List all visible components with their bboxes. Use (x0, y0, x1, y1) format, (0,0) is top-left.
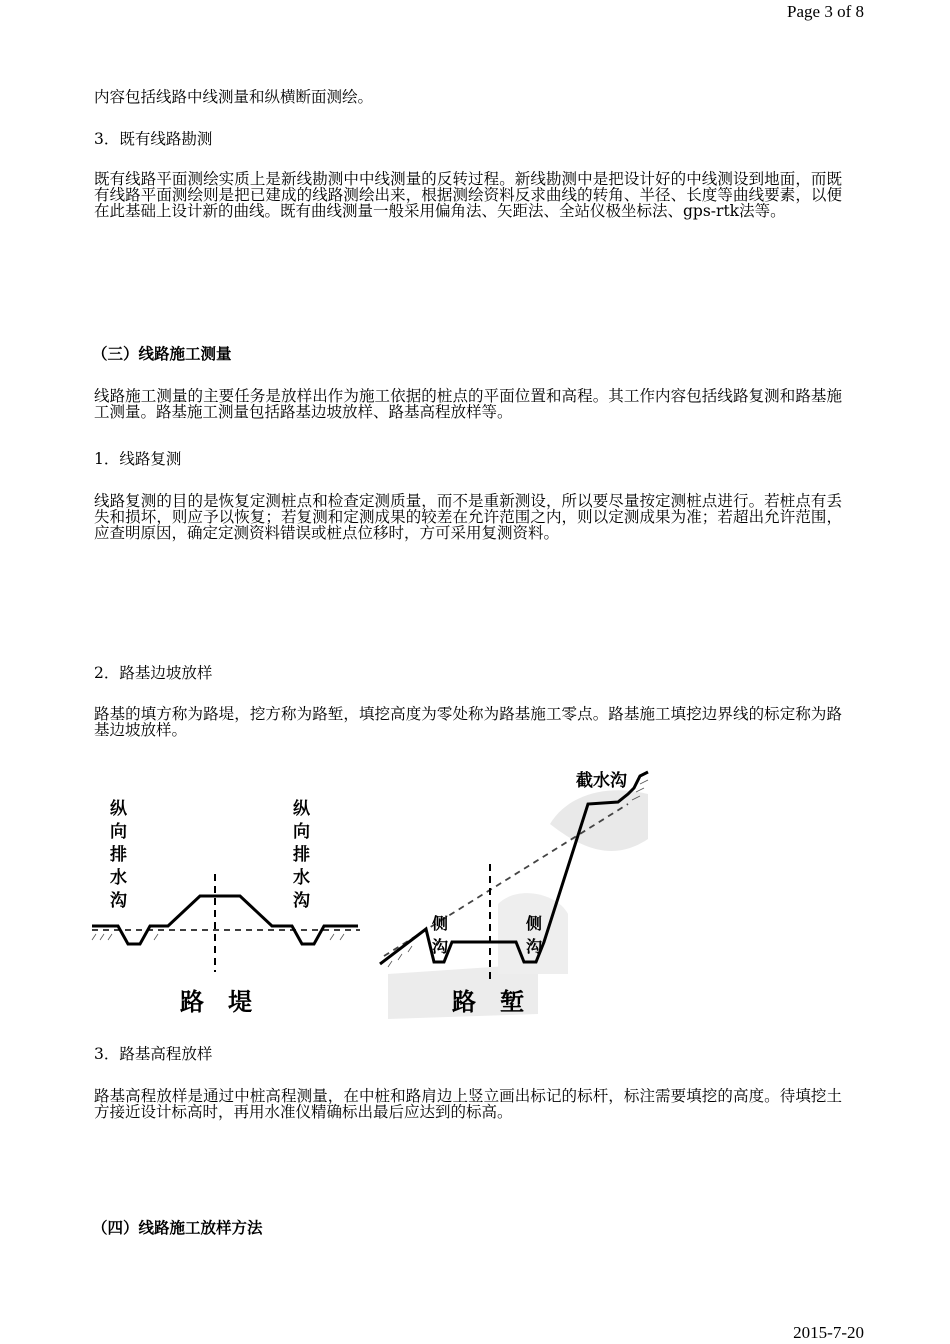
footer-date: 2015-7-20 (793, 1323, 864, 1342)
construction-survey-paragraph: 线路施工测量的主要任务是放样出作为施工依据的桩点的平面位置和高程。其工作内容包括线路复测和路基施工测量。路基施工测量包括路基边坡放样、路基高程放样等。 (94, 387, 842, 421)
svg-text:沟: 沟 (432, 937, 449, 956)
cutting-caption: 路 堑 (452, 988, 524, 1016)
subgrade-cross-section-figure (88, 764, 668, 1026)
heading-existing-survey: 3．既有线路勘测 (94, 130, 213, 148)
page-number: Page 3 of 8 (787, 2, 864, 21)
svg-text:水: 水 (293, 868, 310, 888)
heading-slope-staking: 2．路基边坡放样 (94, 664, 213, 682)
svg-text:纵: 纵 (110, 799, 127, 819)
svg-text:沟: 沟 (110, 891, 127, 911)
svg-text:排: 排 (110, 845, 127, 865)
heading-elevation-staking: 3．路基高程放样 (94, 1045, 213, 1063)
svg-text:侧: 侧 (432, 914, 449, 933)
elevation-staking-paragraph: 路基高程放样是通过中桩高程测量，在中桩和路肩边上竖立画出标记的标杆，标注需要填挖的高度。待填挖土方接近设计标高时，再用水准仪精确标出最后应达到的标高。 (94, 1087, 842, 1121)
embankment-diagram (92, 798, 360, 1016)
route-recheck-paragraph: 线路复测的目的是恢复定测桩点和检查定测质量，而不是重新测设，所以要尽量按定测桩点进行。若桩点有丢失和损坏，则应予以恢复；若复测和定测成果的较差在允许范围之内，则以定测成果为准；若超出允许范围，应查明原因，确定定测资料错误或桩点位移时，方可采用复测资料。 (94, 492, 842, 542)
left-side-ditch-label (431, 914, 448, 956)
cutting-diagram (380, 770, 648, 1019)
heading-construction-survey: （三）线路施工测量 (92, 344, 232, 363)
right-drain-label (293, 798, 311, 911)
svg-text:沟: 沟 (526, 937, 543, 956)
svg-text:沟: 沟 (293, 891, 310, 911)
intercept-ditch-label: 截水沟 (576, 771, 627, 791)
svg-text:纵: 纵 (293, 799, 310, 819)
heading-staking-methods: （四）线路施工放样方法 (92, 1218, 263, 1237)
svg-text:侧: 侧 (526, 914, 543, 933)
heading-route-recheck: 1．线路复测 (94, 450, 182, 468)
svg-text:排: 排 (293, 845, 310, 865)
svg-text:向: 向 (110, 822, 127, 842)
slope-staking-paragraph: 路基的填方称为路堤，挖方称为路堑，填挖高度为零处称为路基施工零点。路基施工填挖边界线的标定称为路基边坡放样。 (94, 705, 842, 739)
embankment-ground-hatching (92, 934, 344, 940)
intro-paragraph: 内容包括线路中线测量和纵横断面测绘。 (94, 88, 374, 106)
existing-survey-paragraph: 既有线路平面测绘实质上是新线勘测中中线测量的反转过程。新线勘测中是把设计好的中线测设到地面，而既有线路平面测绘则是把已建成的线路测绘出来，根据测绘资料反求曲线的转角、半径、长度等曲线要素，以便在此基础上设计新的曲线。既有曲线测量一般采用偏角法、矢距法、全站仪极坐标法、gps-rtk法等。 (94, 170, 842, 220)
svg-text:水: 水 (110, 868, 127, 888)
svg-text:向: 向 (293, 822, 310, 842)
left-drain-label (110, 798, 128, 911)
embankment-profile (92, 896, 358, 944)
embankment-caption: 路 堤 (180, 988, 252, 1016)
